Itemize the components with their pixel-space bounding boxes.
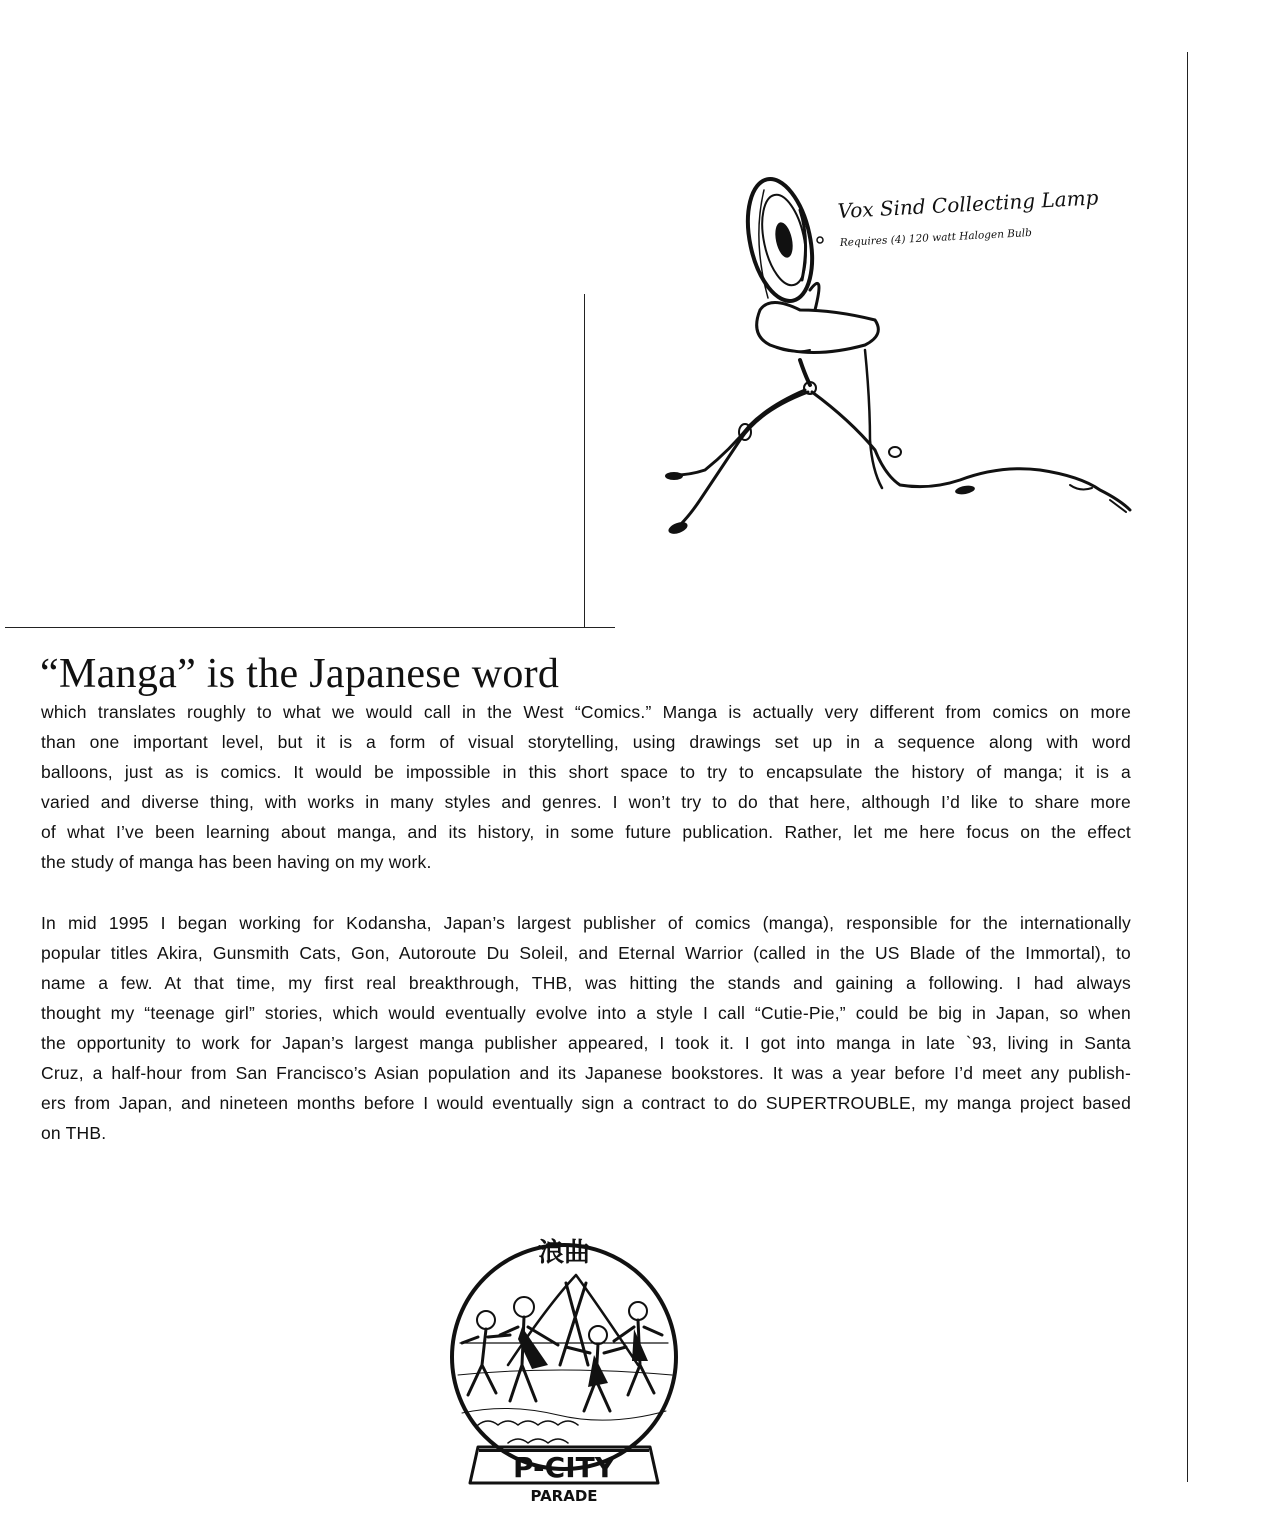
paragraph-line: In mid 1995 I began working for Kodansha, Japan’s largest publisher of comics (manga), responsible for the internationally bbox=[41, 913, 1131, 933]
paragraph-1 bbox=[41, 697, 1131, 877]
right-margin-rule bbox=[1187, 52, 1188, 1482]
paragraph-line: the opportunity to work for Japan’s largest manga publisher appeared, I took it. I got into manga in late `93, living in Santa bbox=[41, 1033, 1131, 1053]
frame-vertical-rule bbox=[584, 294, 585, 628]
paragraph-line: the study of manga has been having on my work. bbox=[41, 852, 432, 872]
paragraph-line: balloons, just as is comics. It would be impossible in this short space to try to encapsulate the history of manga; it is a bbox=[41, 762, 1131, 782]
paragraph-line: popular titles Akira, Gunsmith Cats, Gon, Autoroute Du Soleil, and Eternal Warrior (called in the US Blade of the Immortal), to bbox=[41, 943, 1131, 963]
paragraph-2 bbox=[41, 908, 1131, 1148]
lamp-illustration bbox=[660, 170, 1140, 550]
paragraph-line: Cruz, a half-hour from San Francisco’s Asian population and its Japanese bookstores. It was a year before I’d meet any publish- bbox=[41, 1063, 1131, 1083]
lamp-caption-title: Vox Sind Collecting Lamp bbox=[837, 185, 1099, 223]
paragraph-line: varied and diverse thing, with works in many styles and genres. I won’t try to do that here, although I’d like to share more bbox=[41, 792, 1131, 812]
paragraph-line: thought my “teenage girl” stories, which would eventually evolve into a style I call “Cutie-Pie,” could be big in Japan, so when bbox=[41, 1003, 1131, 1023]
paragraph-line: which translates roughly to what we would call in the West “Comics.” Manga is actually very different from comics on more bbox=[41, 702, 1131, 722]
seal-top-text: 浪曲 bbox=[537, 1238, 591, 1268]
paragraph-line: of what I’ve been learning about manga, and its history, in some future publication. Rather, let me here focus on the effect bbox=[41, 822, 1131, 842]
p-city-parade-seal bbox=[448, 1215, 680, 1515]
paragraph-line: name a few. At that time, my first real breakthrough, THB, was hitting the stands and gaining a following. I had always bbox=[41, 973, 1131, 993]
paragraph-line: than one important level, but it is a form of visual storytelling, using drawings set up in a sequence along with word bbox=[41, 732, 1131, 752]
seal-bottom-text: PARADE bbox=[530, 1487, 598, 1505]
paragraph-line: on THB. bbox=[41, 1123, 107, 1143]
frame-horizontal-rule bbox=[5, 627, 615, 628]
paragraph-line: ers from Japan, and nineteen months before I would eventually sign a contract to do SUPERTROUBLE, my manga project based bbox=[41, 1093, 1131, 1113]
article-heading: “Manga” is the Japanese word bbox=[40, 651, 560, 697]
lamp-caption-note: Requires (4) 120 watt Halogen Bulb bbox=[839, 226, 1033, 249]
seal-banner-text: P-CITY bbox=[513, 1451, 615, 1484]
